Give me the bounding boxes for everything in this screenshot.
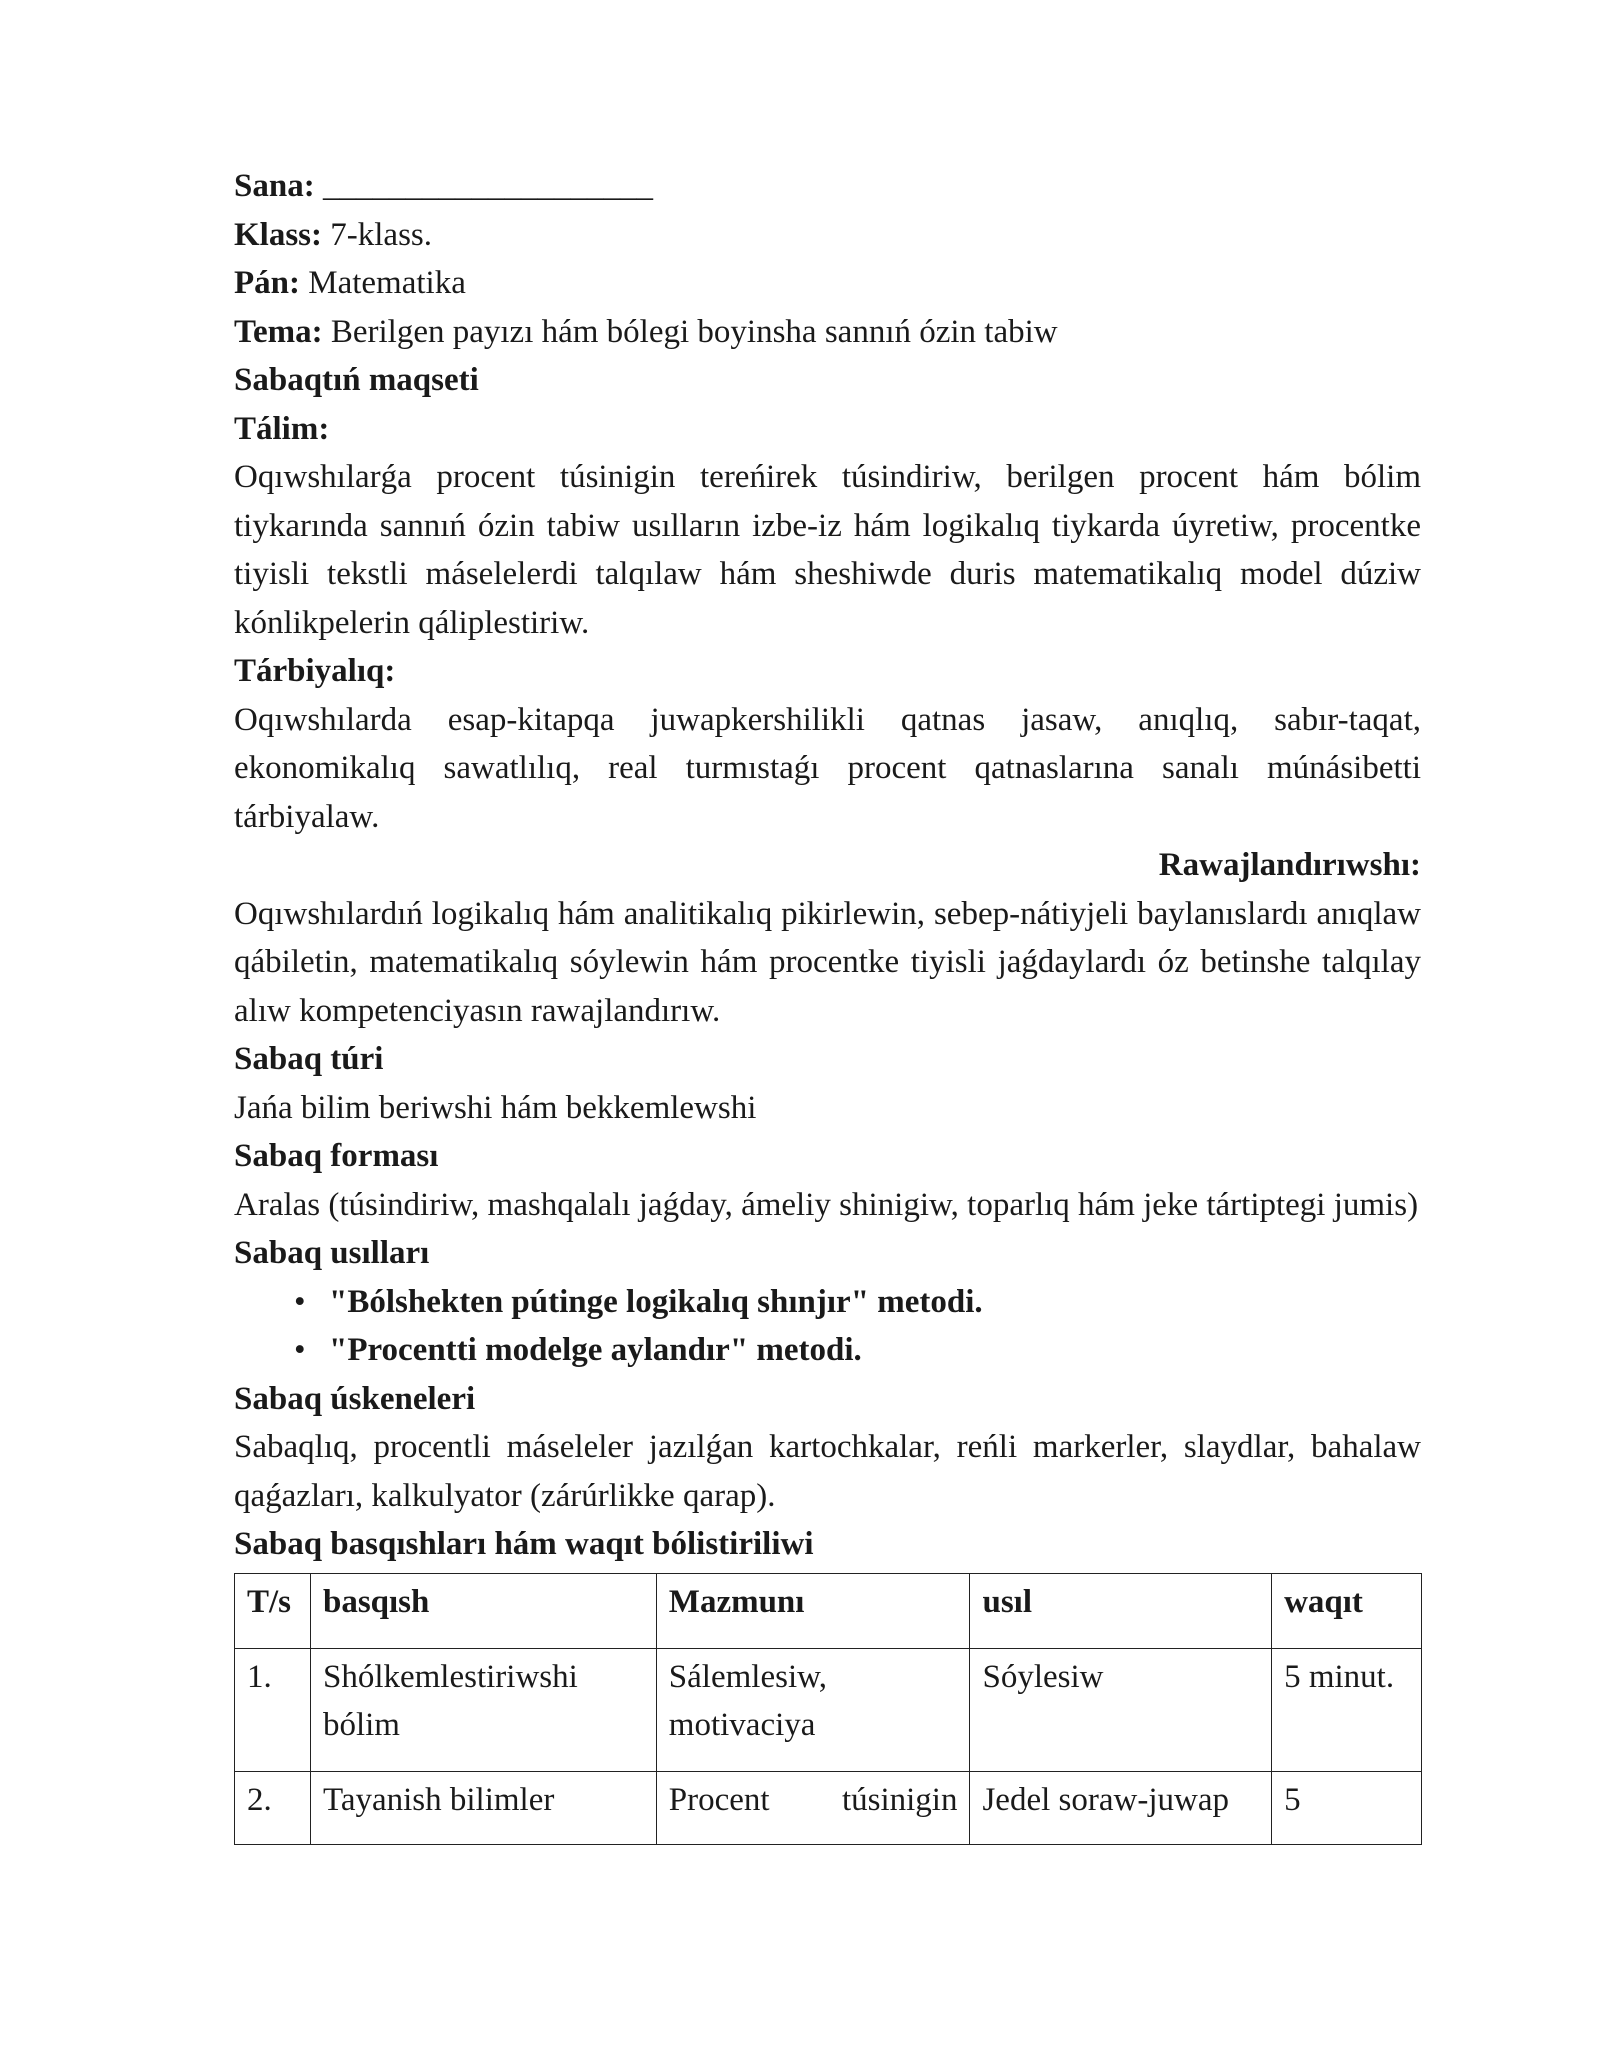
subject-value: Matematika — [308, 265, 466, 301]
class-value: 7-klass. — [330, 216, 433, 253]
cell-time: 5 — [1272, 1771, 1422, 1844]
class-line — [234, 211, 1421, 260]
lesson-form-text: Aralas (túsindiriw, mashqalalı jaǵday, ámeliy shinigiw, toparlıq hám jeke tártiptegi jumis) — [234, 1186, 1419, 1223]
class-label: Klass: — [234, 216, 323, 253]
date-line — [234, 162, 1421, 211]
cell-content: Sálemlesiw, motivaciya — [656, 1648, 970, 1771]
goals-heading: Sabaqtıń maqseti — [234, 362, 479, 398]
stages-heading: Sabaq basqıshları hám waqıt bólistiriliwi — [234, 1526, 814, 1562]
method-item: • "Procentti modelge aylandır" metodi. — [294, 1326, 1421, 1375]
date-blank: ____________________ — [322, 168, 653, 204]
col-header-content: Mazmunı — [656, 1573, 970, 1648]
development-heading: Rawajlandırıwshı: — [1158, 847, 1421, 883]
table-header-row — [235, 1573, 1422, 1648]
cell-number: 2. — [235, 1771, 311, 1844]
development-text: Oqıwshılardıń logikalıq hám analitikalıq pikirlewin, sebep-nátiyjeli baylanıslardı anıqlaw qábiletin, matematikalıq sóylewin hám procentke tiyisli jaǵdaylardı óz betinshe talqılay alıw kompetenciyasın rawajlandırıw. — [234, 895, 1421, 1029]
upbringing-text: Oqıwshılarda esap-kitapqa juwapkershilikli qatnas jasaw, anıqlıq, sabır-taqat, ekonomikalıq sawatlılıq, real turmıstaǵı procent qatnaslarına sanalı múnásibetti tárbiyalaw. — [234, 701, 1421, 835]
lesson-form-heading: Sabaq forması — [234, 1138, 439, 1174]
method-item: • "Bólshekten pútinge logikalıq shınjır" metodi. — [294, 1278, 1421, 1327]
topic-value: Berilgen payızı hám bólegi boyinsha sannıń ózin tabiw — [330, 313, 1058, 350]
cell-stage: Tayanish bilimler — [310, 1771, 656, 1844]
subject-line — [234, 259, 1421, 308]
subject-label: Pán: — [234, 265, 300, 301]
education-heading: Tálim: — [234, 410, 330, 447]
cell-time: 5 minut. — [1272, 1648, 1422, 1771]
upbringing-heading: Tárbiyalıq: — [234, 653, 396, 689]
cell-method: Jedel soraw-juwap — [970, 1771, 1272, 1844]
document-page — [234, 162, 1421, 1845]
lesson-stages-table — [234, 1573, 1422, 1845]
education-text: Oqıwshılarǵa procent túsinigin tereńirek túsindiriw, berilgen procent hám bólim tiykarında sannıń ózin tabiw usılların izbe-iz hám logikalıq tiykarda úyretiw, procentke tiyisli tekstli máselelerdi talqılaw hám sheshiwde duris matematikalıq model dúziw kónlikpelerin qáliplestiriw. — [234, 459, 1421, 641]
cell-number: 1. — [235, 1648, 311, 1771]
col-header-time: waqıt — [1272, 1573, 1422, 1648]
col-header-method: usıl — [970, 1573, 1272, 1648]
equipment-heading: Sabaq úskeneleri — [234, 1380, 476, 1417]
lesson-methods-heading: Sabaq usılları — [234, 1235, 430, 1271]
cell-method: Sóylesiw — [970, 1648, 1272, 1771]
col-header-number: T/s — [235, 1573, 311, 1648]
table-row — [235, 1771, 1422, 1844]
cell-stage: Shólkemlestiriwshi bólim — [310, 1648, 656, 1771]
col-header-stage: basqısh — [310, 1573, 656, 1648]
methods-list — [234, 1278, 1421, 1375]
date-label: Sana: — [234, 168, 315, 204]
table-row — [235, 1648, 1422, 1771]
cell-content: Procent túsinigin — [656, 1771, 970, 1844]
topic-line — [234, 308, 1421, 357]
lesson-type-text: Jańa bilim beriwshi hám bekkemlewshi — [234, 1089, 757, 1126]
lesson-type-heading: Sabaq túri — [234, 1041, 384, 1077]
topic-label: Tema: — [234, 313, 323, 350]
equipment-text: Sabaqlıq, procentli máseleler jazılǵan kartochkalar, reńli markerler, slaydlar, bahalaw qaǵazları, kalkulyator (zárúrlikke qarap). — [234, 1429, 1421, 1514]
